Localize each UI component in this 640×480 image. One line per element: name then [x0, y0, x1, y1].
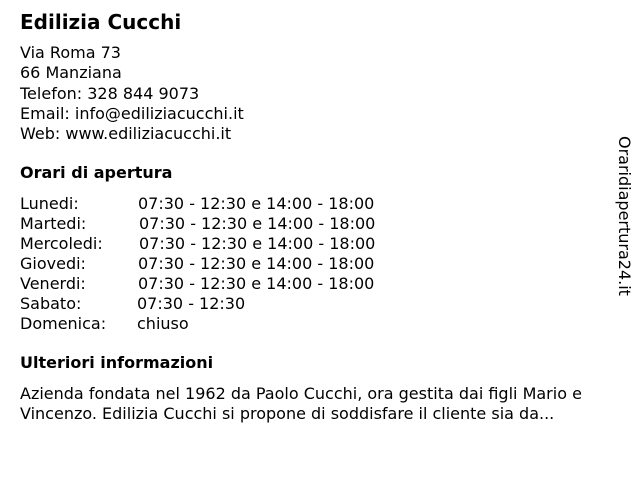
contact-block — [20, 43, 244, 144]
time-value: 07:30 - 12:30 e 14:00 - 18:00 — [138, 274, 375, 293]
site-brand-label: Oraridiapertura24.it — [615, 136, 634, 296]
day-label: Giovedi: — [20, 254, 86, 273]
time-value: 07:30 - 12:30 e 14:00 - 18:00 — [139, 214, 376, 233]
email-text: Email: info@ediliziacucchi.it — [20, 103, 244, 123]
day-label: Domenica: — [20, 314, 107, 333]
address-city: 66 Manziana — [20, 63, 122, 83]
day-label: Sabato: — [20, 294, 82, 313]
day-label: Lunedi: — [20, 194, 79, 213]
day-label: Mercoledi: — [20, 234, 103, 253]
time-value: 07:30 - 12:30 e 14:00 - 18:00 — [138, 254, 375, 273]
time-value: 07:30 - 12:30 e 14:00 - 18:00 — [139, 234, 376, 253]
phone-text: Telefon: 328 844 9073 — [20, 83, 200, 103]
address-street: Via Roma 73 — [20, 43, 121, 62]
day-label: Martedi: — [20, 214, 87, 233]
time-value: chiuso — [137, 314, 189, 333]
time-value: 07:30 - 12:30 — [137, 294, 246, 313]
day-label: Venerdi: — [20, 274, 86, 293]
more-info-heading: Ulteriori informazioni — [20, 353, 214, 372]
business-name: Edilizia Cucchi — [20, 10, 182, 34]
time-value: 07:30 - 12:30 e 14:00 - 18:00 — [138, 194, 375, 213]
more-info-text: Azienda fondata nel 1962 da Paolo Cucchi, ora gestita dai figli Mario e Vincenzo. Edilizia Cucchi si propone di soddisfare il cliente sia da... — [20, 384, 582, 423]
opening-hours-heading: Orari di apertura — [20, 163, 173, 182]
web-text: Web: www.ediliziacucchi.it — [20, 124, 232, 144]
